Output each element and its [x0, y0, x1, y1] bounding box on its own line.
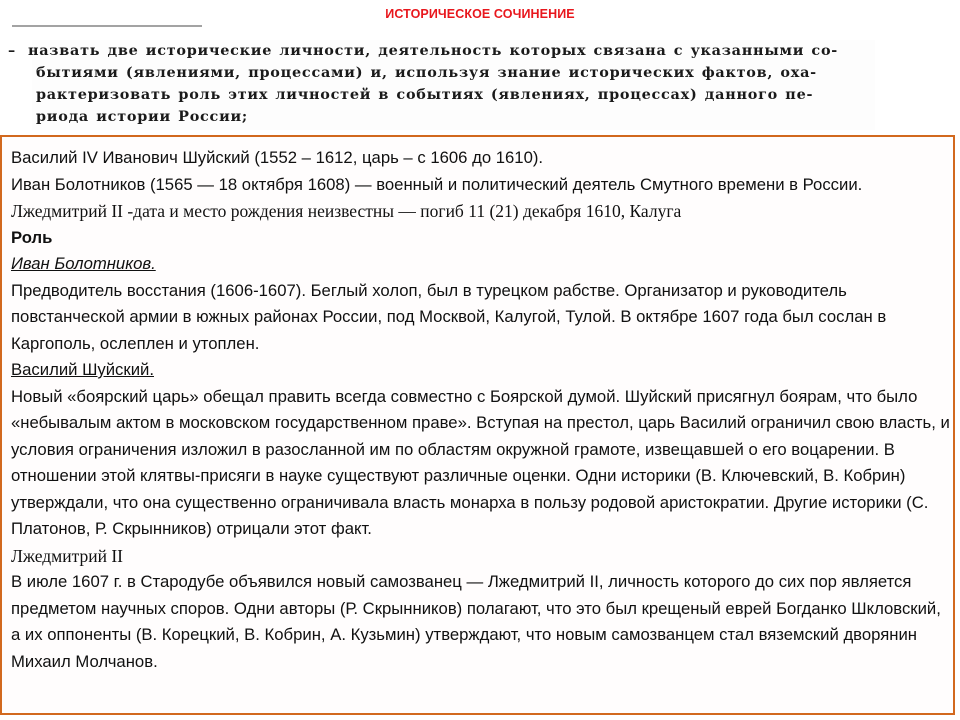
essay-content-box	[0, 135, 955, 715]
task-dash: –	[8, 42, 16, 59]
bolotnikov-heading: Иван Болотников.	[11, 254, 156, 273]
bolotnikov-heading-row	[11, 251, 951, 278]
personality-false-dmitry: Лжедмитрий II -дата и место рождения неизвестны — погиб 11 (21) декабря 1610, Калуга	[11, 201, 682, 221]
role-heading: Роль	[11, 227, 53, 247]
task-line-1-text: назвать две исторические личности, деятельность которых связана с указанными со-	[27, 42, 839, 59]
shuisky-heading: Василий Шуйский.	[11, 360, 154, 379]
task-excerpt-scan	[8, 40, 875, 130]
false-dmitry-text: В июле 1607 г. в Стародубе объявился новый самозванец — Лжедмитрий II, личность которого до сих пор является предметом научных споров. Одни авторы (Р. Скрынников) полагают, что это был крещеный еврей Богданко Шкловский, а их оппоненты (В. Корецкий, В. Кобрин, А. Кузьмин) утверждают, что новым самозванцем стал вяземский дворянин Михаил Молчанов.	[11, 572, 941, 671]
essay-content	[11, 145, 951, 675]
task-line-1	[8, 40, 851, 62]
task-line-2: бытиями (явлениями, процессами) и, используя знание исторических фактов, оха-	[36, 64, 817, 81]
task-excerpt-image	[7, 28, 875, 130]
bolotnikov-text: Предводитель восстания (1606-1607). Беглый холоп, был в турецком рабстве. Организатор и руководитель повстанческой армии в южных районах России, под Москвой, Калугой, Тулой. В октябре 1607 года был сослан в Каргополь, ослеплен и утоплен.	[11, 280, 887, 353]
slide-title: ИСТОРИЧЕСКОЕ СОЧИНЕНИЕ	[385, 7, 575, 21]
personality-bolotnikov: Иван Болотников (1565 — 18 октября 1608) — военный и политический деятель Смутного времени в России.	[11, 174, 863, 194]
shuisky-heading-row	[11, 357, 951, 384]
personality-shuisky: Василий IV Иванович Шуйский (1552 – 1612, царь – с 1606 до 1610).	[11, 148, 544, 167]
task-line-4: риода истории России;	[36, 108, 248, 125]
task-line-3: рактеризовать роль этих личностей в событиях (явлениях, процессах) данного пе-	[36, 86, 814, 103]
false-dmitry-heading: Лжедмитрий II	[11, 545, 123, 566]
scan-cut-line	[12, 25, 202, 32]
shuisky-text: Новый «боярский царь» обещал править всегда совместно с Боярской думой. Шуйский присягнул боярам, что было «небывалым актом в московском государственном праве». Вступая на престол, царь Василий ограничил свою власть, и условия ограничения изложил в разосланной им по областям окружной грамоте, извещавшей о его воцарении. В отношении этой клятвы-присяги в науке существуют различные оценки. Одни историки (В. Ключевский, В. Кобрин) утверждали, что она существенно ограничивала власть монарха в пользу родовой аристократии. Другие историки (С. Платонов, Р. Скрынников) отрицали этот факт.	[11, 386, 950, 538]
